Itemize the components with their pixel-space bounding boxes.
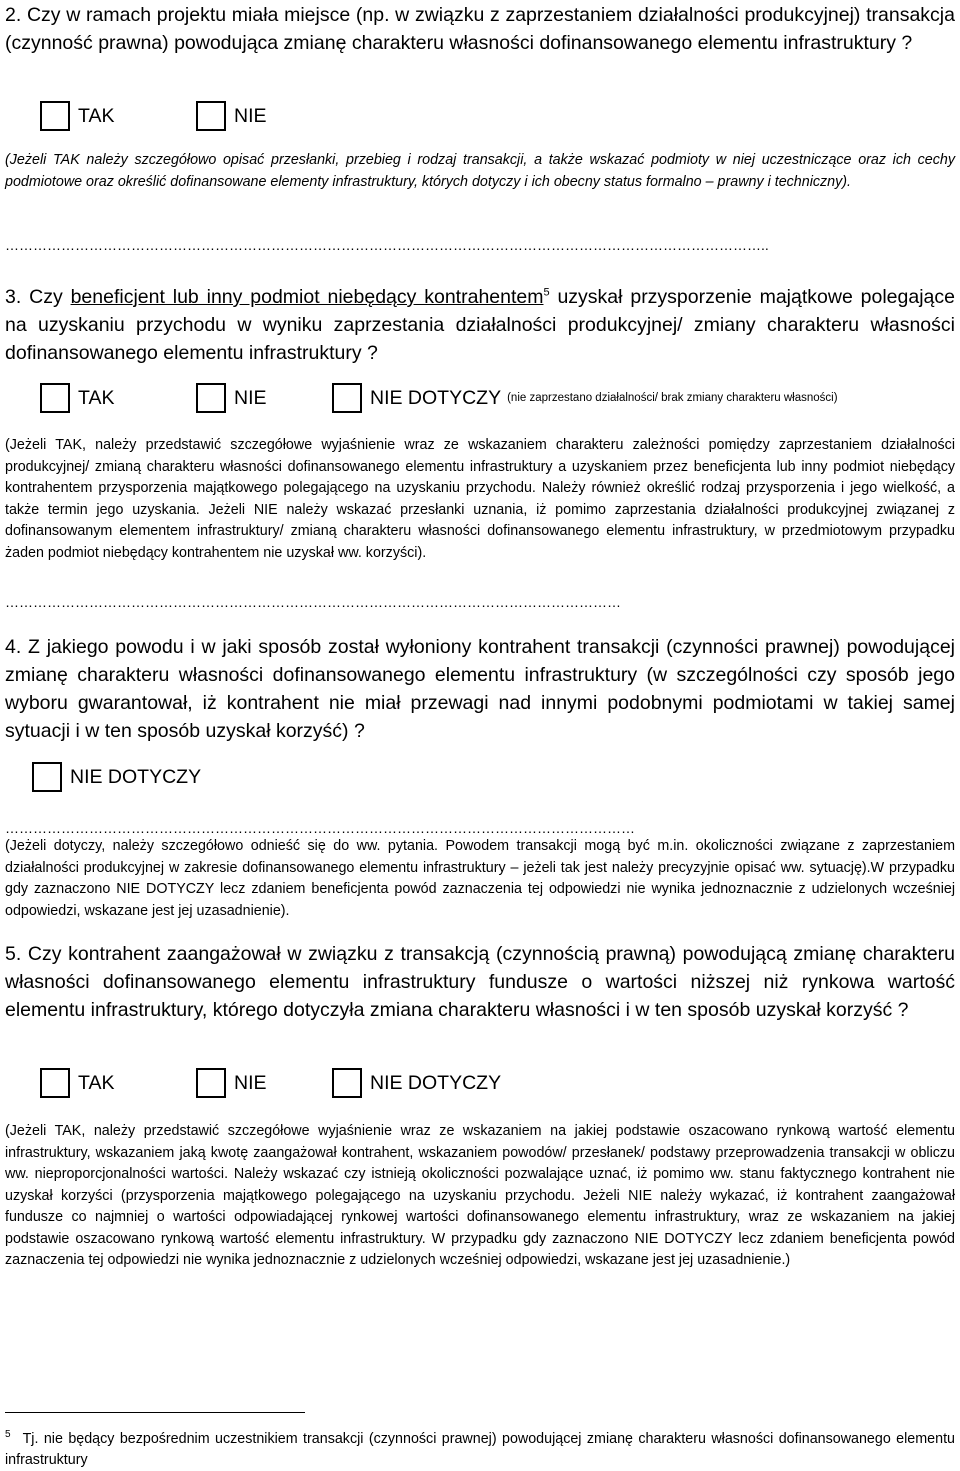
q4-answer-dots: ……………………………………………………………………………………………………………………… <box>5 820 635 836</box>
q3-tak-label: TAK <box>78 386 115 409</box>
q5-nie-label: NIE <box>234 1071 267 1094</box>
q3-option-nie[interactable] <box>196 383 267 413</box>
question-4-text: 4. Z jakiego powodu i w jaki sposób został wyłoniony kontrahent transakcji (czynności prawnej) powodującej zmianę charakteru własności dofinansowanego elementu infrastruktury (w szczególności czy sposób jego wyboru gwarantował, iż kontrahent nie miał przewagi nad innymi podobnymi podmiotami w takiej samej sytuacji i w ten sposób uzyskał korzyść) ? <box>5 636 955 742</box>
q5-nd-label: NIE DOTYCZY <box>370 1071 502 1094</box>
q3-tak-checkbox[interactable] <box>40 383 70 413</box>
q4-option-nie-dotyczy[interactable] <box>32 762 201 792</box>
q2-option-tak[interactable] <box>40 101 114 131</box>
q3-nd-note: (nie zaprzestano działalności/ brak zmiany charakteru własności) <box>507 392 838 404</box>
q2-answer-dots: ……………………………………………………………………………………………………………………………………………….. <box>5 237 769 253</box>
q3-number: 3. Czy <box>5 286 71 308</box>
q2-note: (Jeżeli TAK należy szczegółowo opisać przesłanki, przebieg i rodzaj transakcji, a także wskazać podmioty w niej uczestniczące oraz ich cechy podmiotowe oraz określić dofinansowane elementy infrastruktury, których dotyczy i ich obecny status formalno – prawny i techniczny). <box>5 152 955 190</box>
q2-tak-checkbox[interactable] <box>40 101 70 131</box>
q3-nie-label: NIE <box>234 386 267 409</box>
footnote-number: 5 <box>5 1429 11 1440</box>
q3-note-b: Należy również określić rodzaj przysporzenia i jego wielkość, a także termin jego uzyskania. Jeżeli NIE należy wskazać przesłanki uznania, iż pomimo zaprzestania działalności produkcyjnej związanej z dofinansowanym elementem infrastruktury/ zmianą charakteru własności dofinansowanego elementu infrastruktury, w przedmiotowym przypadku żaden podmiot niebędący kontrahentem nie uzyskał ww. korzyści). <box>5 480 955 561</box>
q5-note: (Jeżeli TAK, należy przedstawić szczegółowe wyjaśnienie wraz ze wskazaniem na jakiej podstawie oszacowano rynkową wartość elementu infrastruktury, wskazaniem jaką kwotę zaangażował kontrahent, wskazaniem powodów/ przesłanek/ podstawy przeprowadzenia transakcji w obliczu ww. nieproporcjonalności wartości. Należy wskazać czy istnieją okoliczności pozwalające uznać, iż pomimo ww. stanu faktycznego kontrahent nie uzyskał korzyści (przysporzenia majątkowego polegającego na uzyskaniu przychodu. Jeżeli NIE należy wykazać, iż kontrahent zaangażował fundusze co najmniej o wartości odpowiadającej rynkowej wartości dofinansowanego elementu infrastruktury, wraz ze wskazaniem na jakiej podstawie oszacowano rynkową wartość elementu infrastruktury. W przypadku gdy zaznaczono NIE DOTYCZY lecz zdaniem beneficjenta powód zaznaczenia tej odpowiedzi nie wynika jednoznacznie z udzielonych wcześniej odpowiedzi, wskazane jest jej uzasadnienie.) <box>5 1123 955 1268</box>
q4-note-upright: W przypadku gdy zaznaczono NIE DOTYCZY lecz zdaniem beneficjenta powód zaznaczenia tej odpowiedzi nie wynika jednoznacznie z udzielonych wcześniej odpowiedzi, wskazane jest jej uzasadnienie). <box>5 859 956 919</box>
q3-underlined: beneficjent lub inny podmiot niebędący kontrahentem <box>70 286 544 308</box>
q5-option-nie[interactable] <box>196 1068 267 1098</box>
q2-option-nie[interactable] <box>196 101 267 131</box>
question-3-text <box>5 283 955 367</box>
q5-nd-checkbox[interactable] <box>332 1068 362 1098</box>
question-2-text: 2. Czy w ramach projektu miała miejsce (np. w związku z zaprzestaniem działalności produkcyjnej) transakcja (czynność prawna) powodująca zmianę charakteru własności dofinansowanego elementu infrastruktury ? <box>5 4 955 54</box>
footnote-separator <box>5 1412 305 1413</box>
q5-nie-checkbox[interactable] <box>196 1068 226 1098</box>
q4-nd-checkbox[interactable] <box>32 762 62 792</box>
q4-note-text: (Jeżeli dotyczy, należy szczegółowo odnieść się do ww. pytania. Powodem transakcji mogą być m.in. okoliczności związane z zaprzestaniem działalności produkcyjnej w zakresie dofinansowanego elementu infrastruktury – jeżeli tak jest należy precyzyjnie opisać ww. sytuację). <box>5 838 955 876</box>
q4-note <box>5 836 955 922</box>
q3-footnote-ref: 5 <box>543 286 550 299</box>
q3-nie-checkbox[interactable] <box>196 383 226 413</box>
q3-option-tak[interactable] <box>40 383 114 413</box>
q5-option-tak[interactable] <box>40 1068 114 1098</box>
footnote <box>5 1424 955 1471</box>
q3-nd-label: NIE DOTYCZY <box>370 386 502 409</box>
q2-nie-label: NIE <box>234 104 267 127</box>
q5-tak-label: TAK <box>78 1071 115 1094</box>
q3-option-nie-dotyczy[interactable] <box>332 383 838 413</box>
q3-note-a: (Jeżeli TAK, należy przedstawić szczegółowe wyjaśnienie wraz ze wskazaniem charakteru zależności pomiędzy zaprzestaniem działalności produkcyjnej/ zmianą charakteru własności dofinansowanego elementu infrastruktury a uzyskaniem przez beneficjenta lub inny podmiot niebędący kontrahentem przysporzenia majątkowego polegającego na uzyskaniu przychodu. <box>5 437 955 496</box>
q3-answer-dots: …………………………………………………………………………………………………………………… <box>5 594 621 610</box>
q2-nie-checkbox[interactable] <box>196 101 226 131</box>
q2-tak-label: TAK <box>78 104 115 127</box>
q5-option-nie-dotyczy[interactable] <box>332 1068 501 1098</box>
footnote-text: Tj. nie będący bezpośrednim uczestnikiem transakcji (czynności prawnej) powodującej zmianę charakteru własności dofinansowanego elementu infrastruktury <box>5 1430 955 1468</box>
q4-nd-label: NIE DOTYCZY <box>70 765 202 788</box>
q5-tak-checkbox[interactable] <box>40 1068 70 1098</box>
q3-note <box>5 435 955 564</box>
q3-nd-checkbox[interactable] <box>332 383 362 413</box>
question-5-text: 5. Czy kontrahent zaangażował w związku z transakcją (czynnością prawną) powodującą zmianę charakteru własności dofinansowanego elementu infrastruktury fundusze o wartości niższej niż rynkowa wartość elementu infrastruktury, którego dotyczyła zmiana charakteru własności i w ten sposób uzyskał korzyść ? <box>5 943 955 1021</box>
q3-rest: uzyskał przysporzenie majątkowe polegające na uzyskaniu przychodu w wyniku zaprzestania działalności produkcyjnej/ zmiany charakteru własności dofinansowanego elementu infrastruktury ? <box>5 286 955 364</box>
